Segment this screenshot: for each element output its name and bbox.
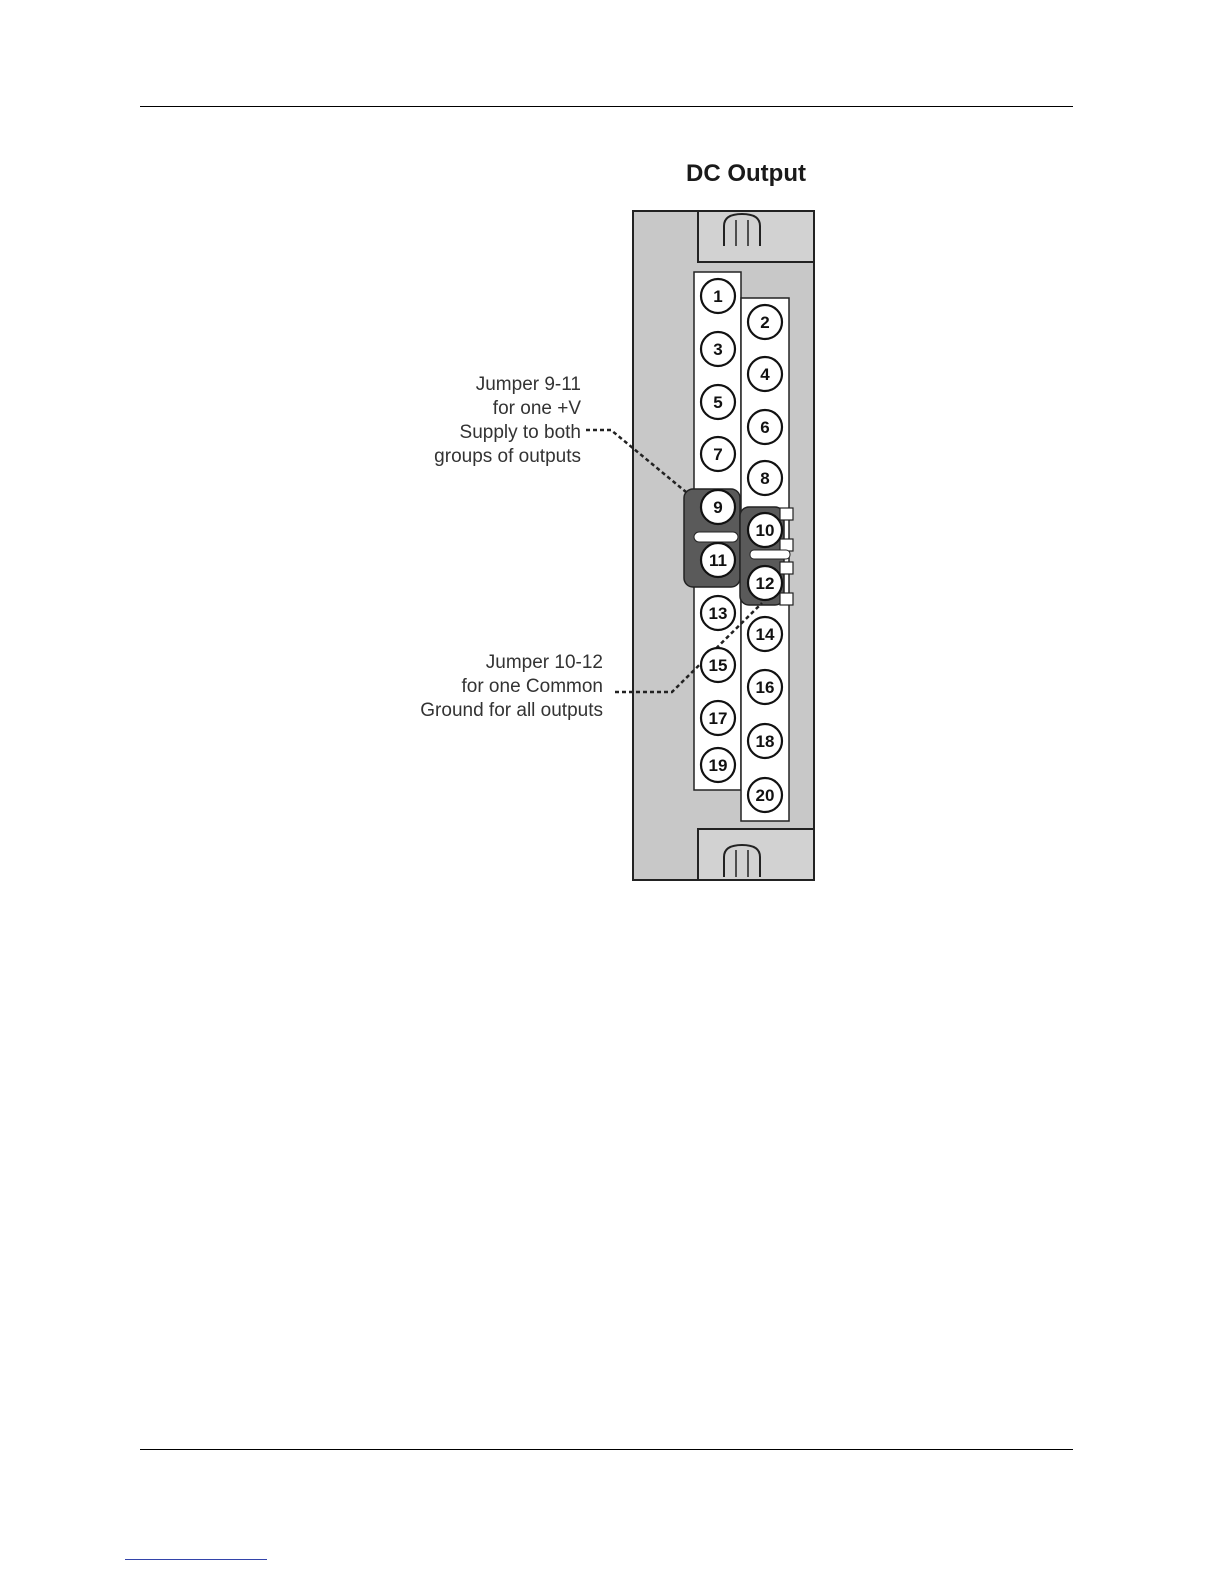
- terminal-1: [701, 279, 735, 313]
- terminal-6: [748, 410, 782, 444]
- terminal-3: [701, 332, 735, 366]
- bottom-screw-block: [698, 829, 814, 880]
- terminal-16: [748, 670, 782, 704]
- terminal-8: [748, 461, 782, 495]
- terminal-label: 1: [713, 287, 723, 306]
- terminal-label: 20: [755, 786, 775, 805]
- callout-line: for one Common: [461, 676, 603, 697]
- terminal-9: [701, 490, 735, 524]
- terminal-15: [701, 648, 735, 682]
- terminal-label: 15: [708, 656, 728, 675]
- terminal-11: [701, 543, 735, 577]
- terminal-label: 6: [760, 418, 770, 437]
- callout-line: Ground for all outputs: [420, 700, 603, 721]
- callout-line: Jumper 10-12: [485, 652, 603, 673]
- terminal-label: 2: [760, 313, 770, 332]
- terminal-10: [748, 513, 782, 547]
- terminal-20: [748, 778, 782, 812]
- callout-line: for one +V: [492, 398, 581, 419]
- terminal-18: [748, 724, 782, 758]
- terminal-label: 19: [708, 756, 728, 775]
- terminal-2: [748, 305, 782, 339]
- terminal-label: 12: [755, 574, 775, 593]
- terminal-label: 3: [713, 340, 723, 359]
- callout-line: Jumper 9-11: [475, 374, 581, 395]
- terminal-19: [701, 748, 735, 782]
- terminal-label: 11: [709, 551, 727, 570]
- terminal-label: 18: [755, 732, 775, 751]
- terminal-label: 16: [755, 678, 775, 697]
- terminal-12: [748, 566, 782, 600]
- figure-title: DC Output: [686, 160, 806, 187]
- terminal-4: [748, 357, 782, 391]
- terminal-14: [748, 617, 782, 651]
- terminal-label: 14: [755, 625, 775, 644]
- terminal-17: [701, 701, 735, 735]
- terminal-7: [701, 437, 735, 471]
- top-screw-block: [698, 211, 814, 262]
- terminal-13: [701, 596, 735, 630]
- terminal-label: 5: [713, 393, 723, 412]
- callout-line: groups of outputs: [434, 446, 581, 467]
- callout-line: Supply to both: [459, 422, 581, 443]
- terminal-label: 8: [760, 469, 770, 488]
- terminal-label: 13: [708, 604, 728, 623]
- terminal-label: 9: [713, 498, 723, 517]
- terminal-label: 17: [708, 709, 728, 728]
- terminal-5: [701, 385, 735, 419]
- terminal-label: 4: [760, 365, 770, 384]
- terminal-label: 10: [755, 521, 775, 540]
- terminal-label: 7: [713, 445, 723, 464]
